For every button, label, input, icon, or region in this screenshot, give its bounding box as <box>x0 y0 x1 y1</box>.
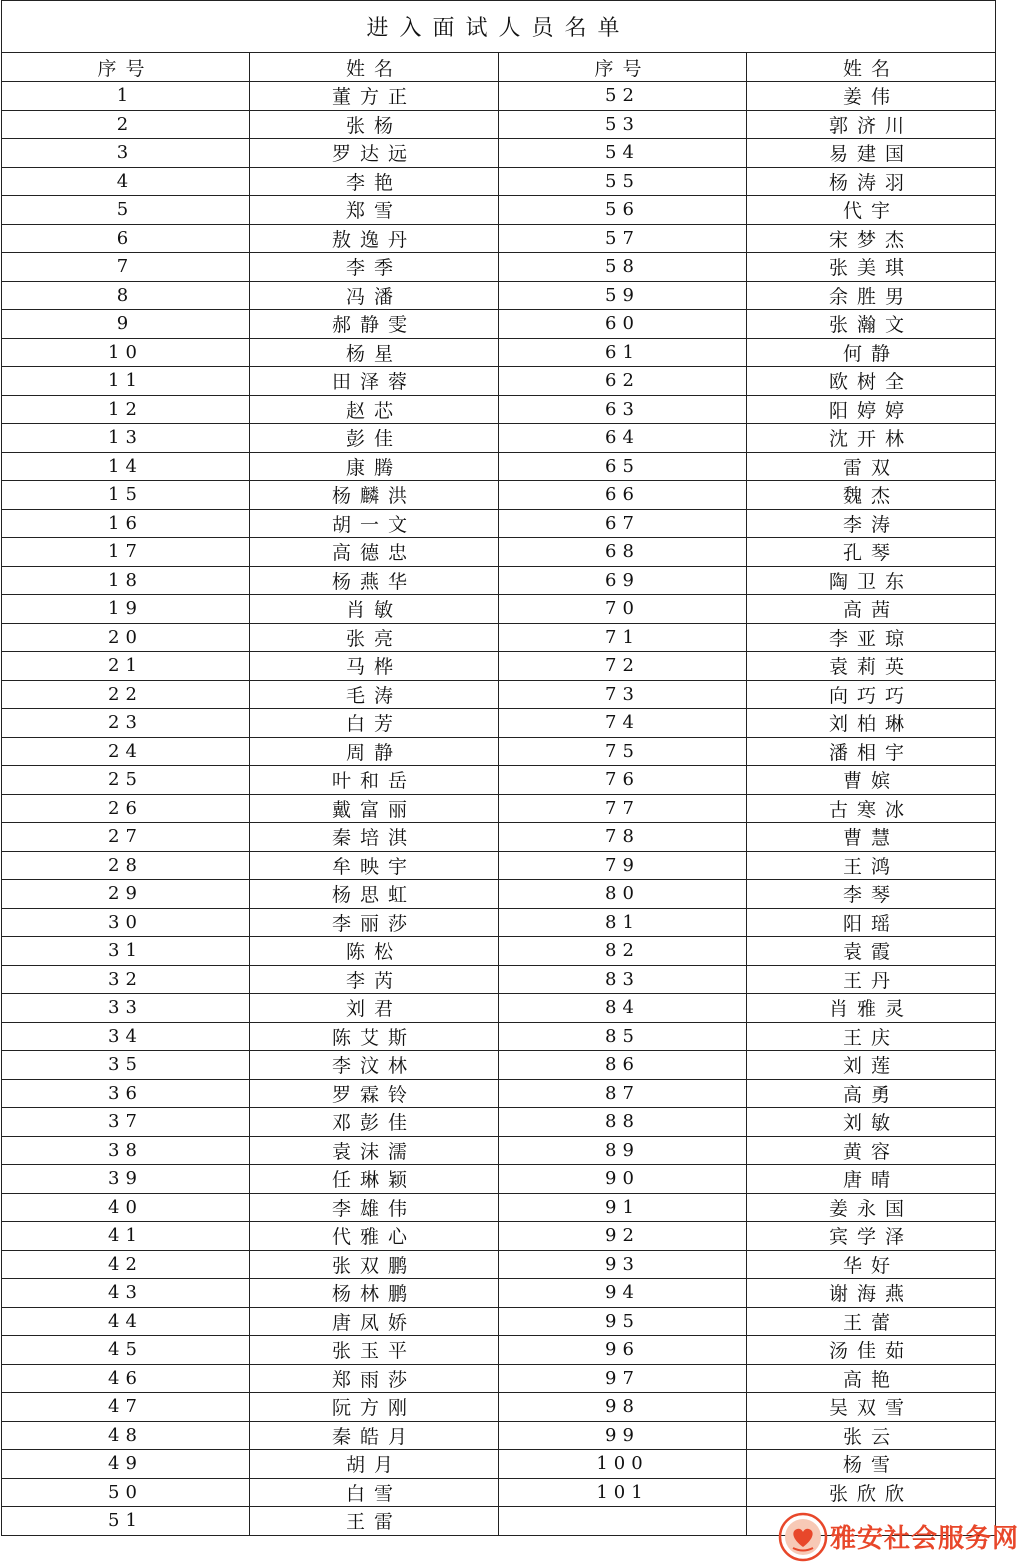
cell-no-left: 15 <box>2 481 250 510</box>
cell-no-left: 39 <box>2 1165 250 1194</box>
table-row <box>2 167 996 196</box>
cell-no-right: 71 <box>499 623 747 652</box>
cell-name-right: 张云 <box>747 1421 996 1450</box>
cell-no-left: 6 <box>2 224 250 253</box>
table-row <box>2 538 996 567</box>
table-row <box>2 310 996 339</box>
cell-name-left: 肖敏 <box>250 595 499 624</box>
table-row <box>2 1478 996 1507</box>
cell-no-left: 35 <box>2 1051 250 1080</box>
cell-no-left: 49 <box>2 1450 250 1479</box>
cell-no-left: 4 <box>2 167 250 196</box>
table-row <box>2 965 996 994</box>
cell-no-right: 72 <box>499 652 747 681</box>
table-row <box>2 367 996 396</box>
cell-no-right: 62 <box>499 367 747 396</box>
cell-name-right: 黄容 <box>747 1136 996 1165</box>
cell-name-right: 孔琴 <box>747 538 996 567</box>
cell-no-left: 17 <box>2 538 250 567</box>
cell-name-left: 胡一文 <box>250 509 499 538</box>
cell-no-right: 54 <box>499 139 747 168</box>
cell-name-right: 谢海燕 <box>747 1279 996 1308</box>
header-no-right: 序号 <box>499 53 747 82</box>
cell-no-right: 99 <box>499 1421 747 1450</box>
cell-no-right: 70 <box>499 595 747 624</box>
table-row <box>2 1108 996 1137</box>
cell-name-left: 王雷 <box>250 1507 499 1536</box>
table-row <box>2 1450 996 1479</box>
cell-no-right: 82 <box>499 937 747 966</box>
cell-no-left: 8 <box>2 281 250 310</box>
cell-no-left: 13 <box>2 424 250 453</box>
cell-no-left: 33 <box>2 994 250 1023</box>
table-row <box>2 794 996 823</box>
table-row <box>2 566 996 595</box>
table-row <box>2 1079 996 1108</box>
cell-no-left: 34 <box>2 1022 250 1051</box>
table-row <box>2 509 996 538</box>
cell-name-left: 张双鹏 <box>250 1250 499 1279</box>
cell-name-right: 魏杰 <box>747 481 996 510</box>
cell-name-left: 袁沫濡 <box>250 1136 499 1165</box>
cell-no-left: 28 <box>2 851 250 880</box>
cell-no-right: 85 <box>499 1022 747 1051</box>
table-row <box>2 851 996 880</box>
cell-name-right: 郭济川 <box>747 110 996 139</box>
title-row <box>2 1 996 53</box>
table-row <box>2 709 996 738</box>
cell-no-right: 76 <box>499 766 747 795</box>
cell-no-right: 61 <box>499 338 747 367</box>
cell-no-left: 38 <box>2 1136 250 1165</box>
cell-name-left: 秦皓月 <box>250 1421 499 1450</box>
cell-no-right: 67 <box>499 509 747 538</box>
cell-no-right: 53 <box>499 110 747 139</box>
cell-no-right: 97 <box>499 1364 747 1393</box>
table-row <box>2 395 996 424</box>
header-name-right: 姓名 <box>747 53 996 82</box>
cell-name-right: 余胜男 <box>747 281 996 310</box>
cell-no-right: 60 <box>499 310 747 339</box>
interview-list-table <box>1 0 996 1536</box>
cell-no-left: 29 <box>2 880 250 909</box>
cell-no-left: 37 <box>2 1108 250 1137</box>
cell-name-right: 曹嫔 <box>747 766 996 795</box>
cell-name-left: 罗达远 <box>250 139 499 168</box>
table-row <box>2 481 996 510</box>
cell-no-left: 16 <box>2 509 250 538</box>
cell-no-right: 75 <box>499 737 747 766</box>
table-row <box>2 623 996 652</box>
cell-no-right: 69 <box>499 566 747 595</box>
cell-name-right: 王蕾 <box>747 1307 996 1336</box>
cell-no-left: 19 <box>2 595 250 624</box>
table-row <box>2 1250 996 1279</box>
cell-name-left: 田泽蓉 <box>250 367 499 396</box>
cell-name-left: 敖逸丹 <box>250 224 499 253</box>
cell-no-left: 5 <box>2 196 250 225</box>
cell-name-left: 任琳颖 <box>250 1165 499 1194</box>
cell-name-left: 张亮 <box>250 623 499 652</box>
cell-no-left: 27 <box>2 823 250 852</box>
cell-name-left: 郑雨莎 <box>250 1364 499 1393</box>
cell-no-right: 74 <box>499 709 747 738</box>
cell-name-right: 易建国 <box>747 139 996 168</box>
cell-name-right: 欧树全 <box>747 367 996 396</box>
cell-name-left: 杨麟洪 <box>250 481 499 510</box>
cell-name-right: 潘相宇 <box>747 737 996 766</box>
cell-no-left: 31 <box>2 937 250 966</box>
cell-no-left: 18 <box>2 566 250 595</box>
table-row <box>2 1336 996 1365</box>
table-row <box>2 424 996 453</box>
header-row <box>2 53 996 82</box>
cell-name-right: 李亚琼 <box>747 623 996 652</box>
cell-no-left: 12 <box>2 395 250 424</box>
cell-name-right: 华好 <box>747 1250 996 1279</box>
cell-name-left: 李季 <box>250 253 499 282</box>
cell-name-right: 雷双 <box>747 452 996 481</box>
cell-name-left: 李丽莎 <box>250 908 499 937</box>
cell-name-left: 杨星 <box>250 338 499 367</box>
cell-no-right: 57 <box>499 224 747 253</box>
cell-name-left: 毛涛 <box>250 680 499 709</box>
cell-no-right: 64 <box>499 424 747 453</box>
cell-no-right: 80 <box>499 880 747 909</box>
cell-no-right: 98 <box>499 1393 747 1422</box>
table-row <box>2 880 996 909</box>
cell-name-left: 阮方刚 <box>250 1393 499 1422</box>
cell-name-left: 李芮 <box>250 965 499 994</box>
cell-name-right: 唐晴 <box>747 1165 996 1194</box>
cell-name-left: 胡月 <box>250 1450 499 1479</box>
table-row <box>2 652 996 681</box>
cell-name-right: 王丹 <box>747 965 996 994</box>
table-row <box>2 1307 996 1336</box>
cell-name-left: 白芳 <box>250 709 499 738</box>
cell-name-left: 杨燕华 <box>250 566 499 595</box>
cell-name-left: 罗霖铃 <box>250 1079 499 1108</box>
cell-no-left: 2 <box>2 110 250 139</box>
cell-name-left: 冯潘 <box>250 281 499 310</box>
cell-name-left: 张玉平 <box>250 1336 499 1365</box>
table-row <box>2 338 996 367</box>
cell-name-left: 高德忠 <box>250 538 499 567</box>
cell-name-right: 宾学泽 <box>747 1222 996 1251</box>
cell-no-left: 26 <box>2 794 250 823</box>
cell-no-right: 91 <box>499 1193 747 1222</box>
cell-name-left: 彭佳 <box>250 424 499 453</box>
table-row <box>2 1165 996 1194</box>
cell-name-left: 马桦 <box>250 652 499 681</box>
cell-name-right: 李琴 <box>747 880 996 909</box>
cell-no-left: 21 <box>2 652 250 681</box>
cell-no-right: 95 <box>499 1307 747 1336</box>
cell-name-left: 叶和岳 <box>250 766 499 795</box>
cell-no-left: 47 <box>2 1393 250 1422</box>
cell-no-right: 83 <box>499 965 747 994</box>
cell-no-left: 3 <box>2 139 250 168</box>
cell-no-left: 20 <box>2 623 250 652</box>
cell-name-right: 张美琪 <box>747 253 996 282</box>
cell-no-left: 22 <box>2 680 250 709</box>
cell-name-right: 刘柏琳 <box>747 709 996 738</box>
cell-no-right: 94 <box>499 1279 747 1308</box>
cell-no-right: 55 <box>499 167 747 196</box>
cell-no-right: 81 <box>499 908 747 937</box>
cell-no-left: 42 <box>2 1250 250 1279</box>
table-row <box>2 680 996 709</box>
cell-no-right: 84 <box>499 994 747 1023</box>
header-name-left: 姓名 <box>250 53 499 82</box>
cell-name-right: 刘莲 <box>747 1051 996 1080</box>
cell-no-left: 43 <box>2 1279 250 1308</box>
cell-name-left: 康腾 <box>250 452 499 481</box>
cell-no-left: 14 <box>2 452 250 481</box>
cell-name-left: 唐凤娇 <box>250 1307 499 1336</box>
cell-no-left: 25 <box>2 766 250 795</box>
table-row <box>2 1421 996 1450</box>
cell-no-right: 56 <box>499 196 747 225</box>
cell-name-left: 张杨 <box>250 110 499 139</box>
cell-no-left: 44 <box>2 1307 250 1336</box>
cell-no-right: 65 <box>499 452 747 481</box>
watermark-text: 雅安社会服务网 <box>830 1524 1019 1554</box>
table-row <box>2 1051 996 1080</box>
cell-name-right: 高茜 <box>747 595 996 624</box>
cell-no-right: 68 <box>499 538 747 567</box>
cell-no-left: 46 <box>2 1364 250 1393</box>
cell-name-right: 肖雅灵 <box>747 994 996 1023</box>
cell-no-right: 73 <box>499 680 747 709</box>
cell-name-left: 郑雪 <box>250 196 499 225</box>
cell-no-left: 30 <box>2 908 250 937</box>
cell-no-right: 87 <box>499 1079 747 1108</box>
cell-no-right: 59 <box>499 281 747 310</box>
cell-name-left: 杨林鹏 <box>250 1279 499 1308</box>
cell-name-right: 代宇 <box>747 196 996 225</box>
cell-name-left: 李艳 <box>250 167 499 196</box>
cell-no-right: 88 <box>499 1108 747 1137</box>
cell-name-left: 刘君 <box>250 994 499 1023</box>
cell-no-left: 45 <box>2 1336 250 1365</box>
table-row <box>2 452 996 481</box>
cell-name-right: 古寒冰 <box>747 794 996 823</box>
cell-name-left: 赵芯 <box>250 395 499 424</box>
cell-no-right <box>499 1507 747 1536</box>
cell-name-right: 刘敏 <box>747 1108 996 1137</box>
table-row <box>2 82 996 111</box>
cell-no-left: 41 <box>2 1222 250 1251</box>
cell-name-right: 袁霞 <box>747 937 996 966</box>
cell-name-right: 高艳 <box>747 1364 996 1393</box>
cell-no-left: 7 <box>2 253 250 282</box>
table-row <box>2 1279 996 1308</box>
cell-name-left: 郝静雯 <box>250 310 499 339</box>
table-row <box>2 1222 996 1251</box>
cell-name-left: 秦培淇 <box>250 823 499 852</box>
cell-name-right: 向巧巧 <box>747 680 996 709</box>
watermark <box>778 1512 1019 1568</box>
cell-name-right: 阳瑶 <box>747 908 996 937</box>
cell-name-right: 陶卫东 <box>747 566 996 595</box>
cell-no-right: 96 <box>499 1336 747 1365</box>
cell-name-right: 宋梦杰 <box>747 224 996 253</box>
cell-no-right: 92 <box>499 1222 747 1251</box>
cell-name-left: 牟映宇 <box>250 851 499 880</box>
table-row <box>2 994 996 1023</box>
cell-no-right: 79 <box>499 851 747 880</box>
cell-no-right: 77 <box>499 794 747 823</box>
cell-name-right: 杨雪 <box>747 1450 996 1479</box>
cell-no-left: 50 <box>2 1478 250 1507</box>
cell-no-right: 78 <box>499 823 747 852</box>
cell-no-left: 51 <box>2 1507 250 1536</box>
cell-name-right: 吴双雪 <box>747 1393 996 1422</box>
table-row <box>2 281 996 310</box>
cell-name-right: 阳婷婷 <box>747 395 996 424</box>
cell-no-right: 93 <box>499 1250 747 1279</box>
cell-no-left: 40 <box>2 1193 250 1222</box>
cell-no-left: 36 <box>2 1079 250 1108</box>
cell-no-right: 100 <box>499 1450 747 1479</box>
cell-no-right: 52 <box>499 82 747 111</box>
cell-name-right: 姜伟 <box>747 82 996 111</box>
cell-name-right: 袁莉英 <box>747 652 996 681</box>
cell-name-left: 代雅心 <box>250 1222 499 1251</box>
cell-name-left: 董方正 <box>250 82 499 111</box>
header-no-left: 序号 <box>2 53 250 82</box>
table-row <box>2 737 996 766</box>
cell-no-left: 1 <box>2 82 250 111</box>
cell-no-left: 11 <box>2 367 250 396</box>
cell-no-right: 86 <box>499 1051 747 1080</box>
cell-no-left: 9 <box>2 310 250 339</box>
cell-no-right: 90 <box>499 1165 747 1194</box>
cell-no-right: 63 <box>499 395 747 424</box>
cell-name-left: 陈松 <box>250 937 499 966</box>
table-row <box>2 1393 996 1422</box>
cell-name-right: 王鸿 <box>747 851 996 880</box>
table-row <box>2 1364 996 1393</box>
cell-name-right: 沈开林 <box>747 424 996 453</box>
table-row <box>2 196 996 225</box>
cell-name-left: 李雄伟 <box>250 1193 499 1222</box>
cell-no-left: 24 <box>2 737 250 766</box>
cell-no-left: 23 <box>2 709 250 738</box>
table-row <box>2 908 996 937</box>
cell-no-right: 58 <box>499 253 747 282</box>
cell-name-left: 陈艾斯 <box>250 1022 499 1051</box>
cell-name-right: 张瀚文 <box>747 310 996 339</box>
table-row <box>2 1022 996 1051</box>
cell-no-left: 48 <box>2 1421 250 1450</box>
cell-name-right: 张欣欣 <box>747 1478 996 1507</box>
cell-name-left: 白雪 <box>250 1478 499 1507</box>
table-row <box>2 595 996 624</box>
table-row <box>2 766 996 795</box>
cell-name-left: 邓彭佳 <box>250 1108 499 1137</box>
cell-name-right: 汤佳茹 <box>747 1336 996 1365</box>
cell-name-left: 戴富丽 <box>250 794 499 823</box>
cell-no-right: 66 <box>499 481 747 510</box>
cell-name-right: 高勇 <box>747 1079 996 1108</box>
cell-name-right: 曹慧 <box>747 823 996 852</box>
cell-name-left: 李汶林 <box>250 1051 499 1080</box>
table-row <box>2 224 996 253</box>
cell-name-right: 李涛 <box>747 509 996 538</box>
cell-name-right: 何静 <box>747 338 996 367</box>
table-title: 进入面试人员名单 <box>2 1 996 53</box>
cell-name-left: 杨思虹 <box>250 880 499 909</box>
table-row <box>2 1136 996 1165</box>
table-row <box>2 253 996 282</box>
table-row <box>2 937 996 966</box>
cell-no-left: 10 <box>2 338 250 367</box>
table-row <box>2 110 996 139</box>
table-row <box>2 139 996 168</box>
cell-no-right: 101 <box>499 1478 747 1507</box>
cell-name-right: 姜永国 <box>747 1193 996 1222</box>
cell-name-right: 杨涛羽 <box>747 167 996 196</box>
heart-hand-seal-icon <box>778 1512 828 1562</box>
cell-no-left: 32 <box>2 965 250 994</box>
cell-no-right: 89 <box>499 1136 747 1165</box>
table-row <box>2 1193 996 1222</box>
cell-name-left: 周静 <box>250 737 499 766</box>
cell-name-right: 王庆 <box>747 1022 996 1051</box>
table-row <box>2 823 996 852</box>
